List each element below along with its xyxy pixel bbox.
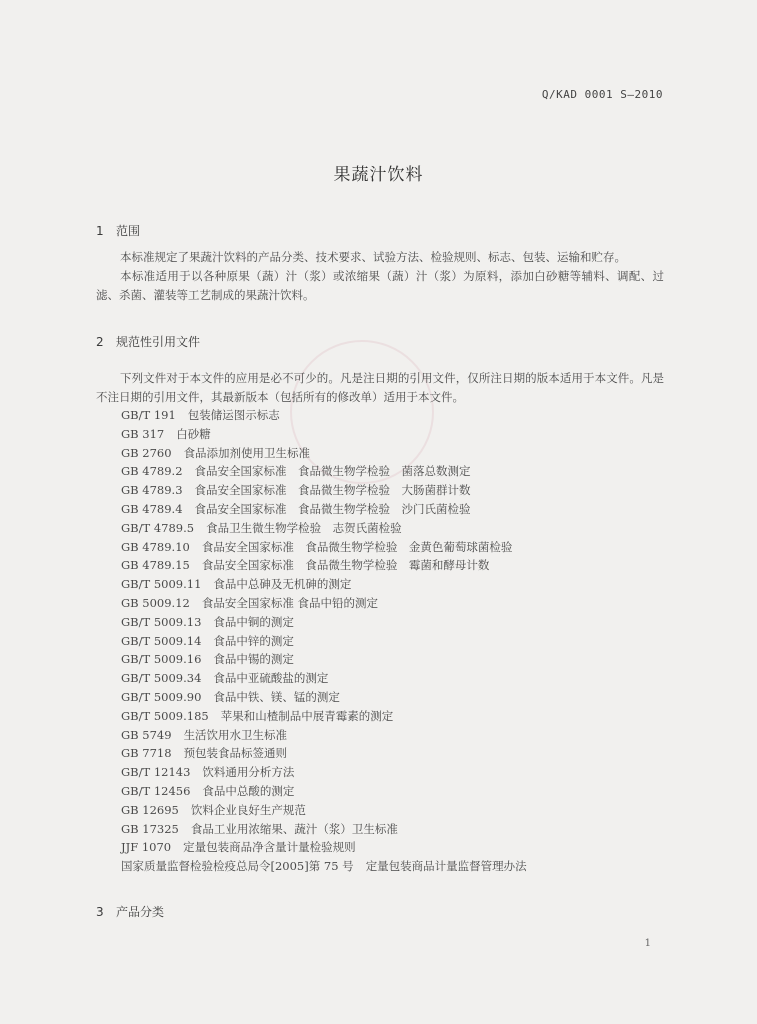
scope-paragraph-1: 本标准规定了果蔬汁饮料的产品分类、技术要求、试验方法、检验规则、标志、包装、运输和贮存。 — [120, 250, 626, 264]
reference-name: 食品中亚硫酸盐的测定 — [213, 671, 329, 686]
reference-item — [121, 688, 527, 707]
reference-code: 国家质量监督检验检疫总局令[2005]第 75 号 — [121, 859, 354, 874]
reference-code: GB 317 — [121, 426, 165, 441]
reference-name: 食品安全国家标准 食品中铅的测定 — [201, 595, 379, 610]
reference-code: GB 17325 — [121, 821, 179, 836]
references-intro-paragraph: 下列文件对于本文件的应用是必不可少的。凡是注日期的引用文件，仅所注日期的版本适用于本文件。凡是不注日期的引用文件，其最新版本（包括所有的修改单）适用于本文件。 — [96, 371, 664, 404]
reference-name: 食品安全国家标准 食品微生物学检验 沙门氏菌检验 — [194, 501, 471, 516]
reference-item — [121, 444, 527, 463]
reference-code: GB 4789.3 — [121, 483, 183, 498]
section-heading-1 — [96, 222, 140, 239]
reference-code: GB/T 5009.11 — [121, 577, 202, 592]
reference-code: GB/T 5009.34 — [121, 671, 202, 686]
reference-name: 饮料企业良好生产规范 — [190, 802, 306, 817]
reference-item — [121, 744, 527, 763]
reference-name: 食品安全国家标准 食品微生物学检验 霉菌和酵母计数 — [201, 558, 490, 573]
reference-code: GB 7718 — [121, 746, 172, 761]
section-title: 范围 — [116, 224, 141, 238]
reference-item — [121, 650, 527, 669]
reference-code: GB/T 191 — [121, 408, 176, 422]
reference-name: 食品中总砷及无机砷的测定 — [213, 577, 352, 592]
reference-item — [121, 462, 527, 481]
reference-item — [121, 613, 527, 632]
reference-name: 食品安全国家标准 食品微生物学检验 菌落总数测定 — [194, 464, 471, 479]
reference-name: 预包装食品标签通则 — [183, 746, 288, 761]
reference-code: GB 5009.12 — [121, 595, 190, 610]
section-number: 3 — [96, 905, 104, 919]
reference-item — [121, 500, 527, 519]
reference-item — [121, 519, 527, 538]
reference-code: GB 4789.2 — [121, 464, 183, 479]
reference-name: 苹果和山楂制品中展青霉素的测定 — [220, 708, 394, 723]
reference-item — [121, 782, 527, 801]
reference-item — [121, 538, 527, 557]
reference-code: GB/T 5009.14 — [121, 633, 202, 648]
section-title: 规范性引用文件 — [116, 335, 201, 349]
reference-name: 食品工业用浓缩果、蔬汁（浆）卫生标准 — [190, 821, 398, 836]
reference-name: 食品添加剂使用卫生标准 — [183, 445, 311, 460]
standard-code: Q/KAD 0001 S—2010 — [541, 88, 663, 101]
section-heading-3 — [96, 903, 164, 920]
reference-name: 定量包装商品净含量计量检验规则 — [183, 840, 356, 855]
reference-item — [121, 820, 527, 839]
reference-code: GB 12695 — [121, 802, 179, 817]
reference-item — [121, 556, 527, 575]
reference-name: 生活饮用水卫生标准 — [183, 727, 288, 742]
reference-name: 食品中锡的测定 — [213, 652, 294, 667]
section-title: 产品分类 — [116, 905, 165, 919]
reference-item — [121, 726, 527, 745]
reference-code: GB/T 4789.5 — [121, 520, 195, 535]
reference-code: GB/T 5009.16 — [121, 652, 202, 667]
section-number: 2 — [96, 335, 104, 349]
reference-item — [121, 632, 527, 651]
reference-name: 定量包装商品计量监督管理办法 — [365, 859, 527, 874]
reference-name: 食品安全国家标准 食品微生物学检验 大肠菌群计数 — [194, 483, 471, 498]
reference-name: 食品安全国家标准 食品微生物学检验 金黄色葡萄球菌检验 — [201, 539, 513, 554]
normative-references-list — [121, 406, 527, 876]
section-heading-2 — [96, 333, 200, 350]
reference-name: 包装储运图示标志 — [187, 408, 280, 422]
reference-item — [121, 707, 527, 726]
section-number: 1 — [96, 224, 104, 238]
reference-item — [121, 425, 527, 444]
reference-name: 食品中总酸的测定 — [202, 783, 295, 798]
reference-item — [121, 575, 527, 594]
reference-code: GB 2760 — [121, 445, 172, 460]
reference-code: JJF 1070 — [121, 840, 172, 855]
reference-name: 食品中锌的测定 — [213, 633, 294, 648]
reference-item — [121, 481, 527, 500]
reference-name: 饮料通用分析方法 — [202, 765, 295, 780]
reference-item — [121, 406, 527, 425]
reference-item — [121, 763, 527, 782]
reference-code: GB/T 5009.185 — [121, 708, 209, 723]
reference-name: 白砂糖 — [176, 426, 211, 441]
reference-item — [121, 594, 527, 613]
reference-code: GB/T 12456 — [121, 783, 191, 798]
reference-name: 食品中铁、镁、锰的测定 — [213, 689, 340, 704]
scope-paragraph-2: 本标准适用于以各种原果（蔬）汁（浆）或浓缩果（蔬）汁（浆）为原料，添加白砂糖等辅料、调配、过滤、杀菌、灌装等工艺制成的果蔬汁饮料。 — [96, 269, 664, 302]
page-number: 1 — [644, 938, 651, 949]
reference-code: GB/T 12143 — [121, 765, 191, 780]
reference-code: GB 4789.4 — [121, 501, 183, 516]
reference-code: GB 5749 — [121, 727, 172, 742]
reference-code: GB/T 5009.13 — [121, 614, 202, 629]
reference-item — [121, 857, 527, 876]
reference-item — [121, 838, 527, 857]
reference-item — [121, 669, 527, 688]
reference-name: 食品中铜的测定 — [213, 614, 294, 629]
document-title: 果蔬汁饮料 — [333, 165, 424, 185]
reference-code: GB 4789.15 — [121, 558, 190, 573]
reference-code: GB 4789.10 — [121, 539, 190, 554]
reference-name: 食品卫生微生物学检验 志贺氏菌检验 — [206, 520, 402, 535]
reference-code: GB/T 5009.90 — [121, 689, 202, 704]
reference-item — [121, 801, 527, 820]
